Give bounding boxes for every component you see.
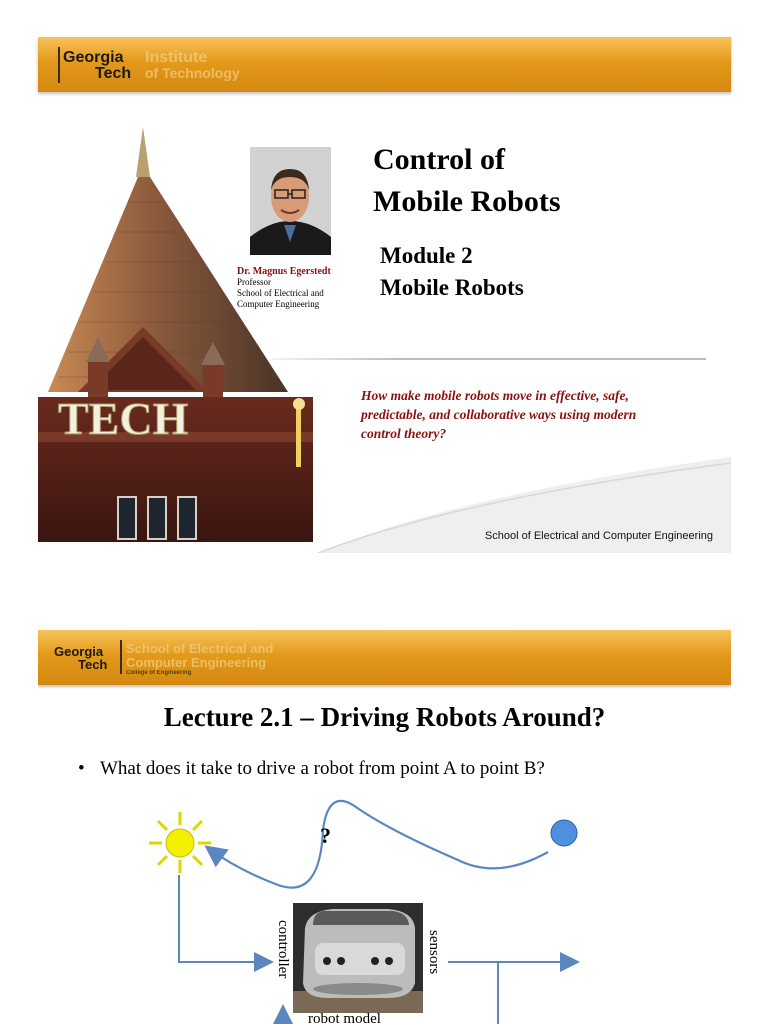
goal-point-icon [551, 820, 577, 846]
controller-label: controller [275, 920, 291, 979]
logo-mark-2 [120, 640, 122, 674]
presenter-dept-line2: Computer Engineering [237, 299, 320, 309]
footer-text: School of Electrical and Computer Engineering [484, 530, 713, 542]
logo-georgia: Georgia [63, 49, 124, 66]
header-banner-2 [38, 630, 731, 685]
logo-mark [58, 47, 60, 83]
sun-icon [149, 812, 211, 873]
robot-image [293, 903, 423, 1013]
module-title [380, 240, 524, 304]
bullet-text: What does it take to drive a robot from point A to point B? [100, 758, 545, 779]
lecture-slide [38, 630, 731, 1024]
lecture-title: Lecture 2.1 – Driving Robots Around? [163, 702, 606, 732]
logo-school-line1: School of Electrical and [126, 641, 274, 656]
tech-sign: TECH [58, 393, 189, 444]
logo-tech: Tech [95, 65, 132, 82]
trajectory-path [208, 801, 548, 888]
logo-of-technology: of Technology [145, 65, 240, 81]
module-number: Module 2 [380, 243, 473, 268]
course-title-line2: Mobile Robots [373, 185, 561, 218]
logo-institute: Institute [145, 49, 208, 66]
question-line1: How make mobile robots move in effective, safe, [361, 388, 629, 403]
title-slide [38, 37, 731, 553]
bullet-dot: • [78, 758, 85, 779]
presenter-role: Professor [237, 277, 271, 287]
course-title-line1: Control of [373, 143, 505, 176]
presenter-photo [250, 147, 331, 255]
question-mark: ? [320, 823, 331, 848]
presenter-dept-line1: School of Electrical and [237, 288, 324, 298]
presenter-info [237, 266, 331, 310]
logo-tech-2: Tech [78, 657, 108, 672]
robot-model-label: robot model [308, 1011, 381, 1024]
divider-line [271, 358, 706, 360]
header-banner [38, 37, 731, 92]
logo-college: College of Engineering [126, 670, 192, 676]
course-question [361, 386, 701, 443]
logo-school-line2: Computer Engineering [126, 655, 267, 670]
sensors-label: sensors [426, 930, 442, 975]
module-name: Mobile Robots [380, 275, 524, 300]
input-arrow [179, 875, 270, 962]
logo-georgia-2: Georgia [54, 644, 104, 659]
presenter-name: Dr. Magnus Egerstedt [237, 266, 331, 277]
bullet-item [78, 758, 545, 780]
course-title [373, 139, 561, 223]
question-line3: control theory? [361, 426, 447, 441]
question-line2: predictable, and collaborative ways using modern [361, 407, 637, 422]
